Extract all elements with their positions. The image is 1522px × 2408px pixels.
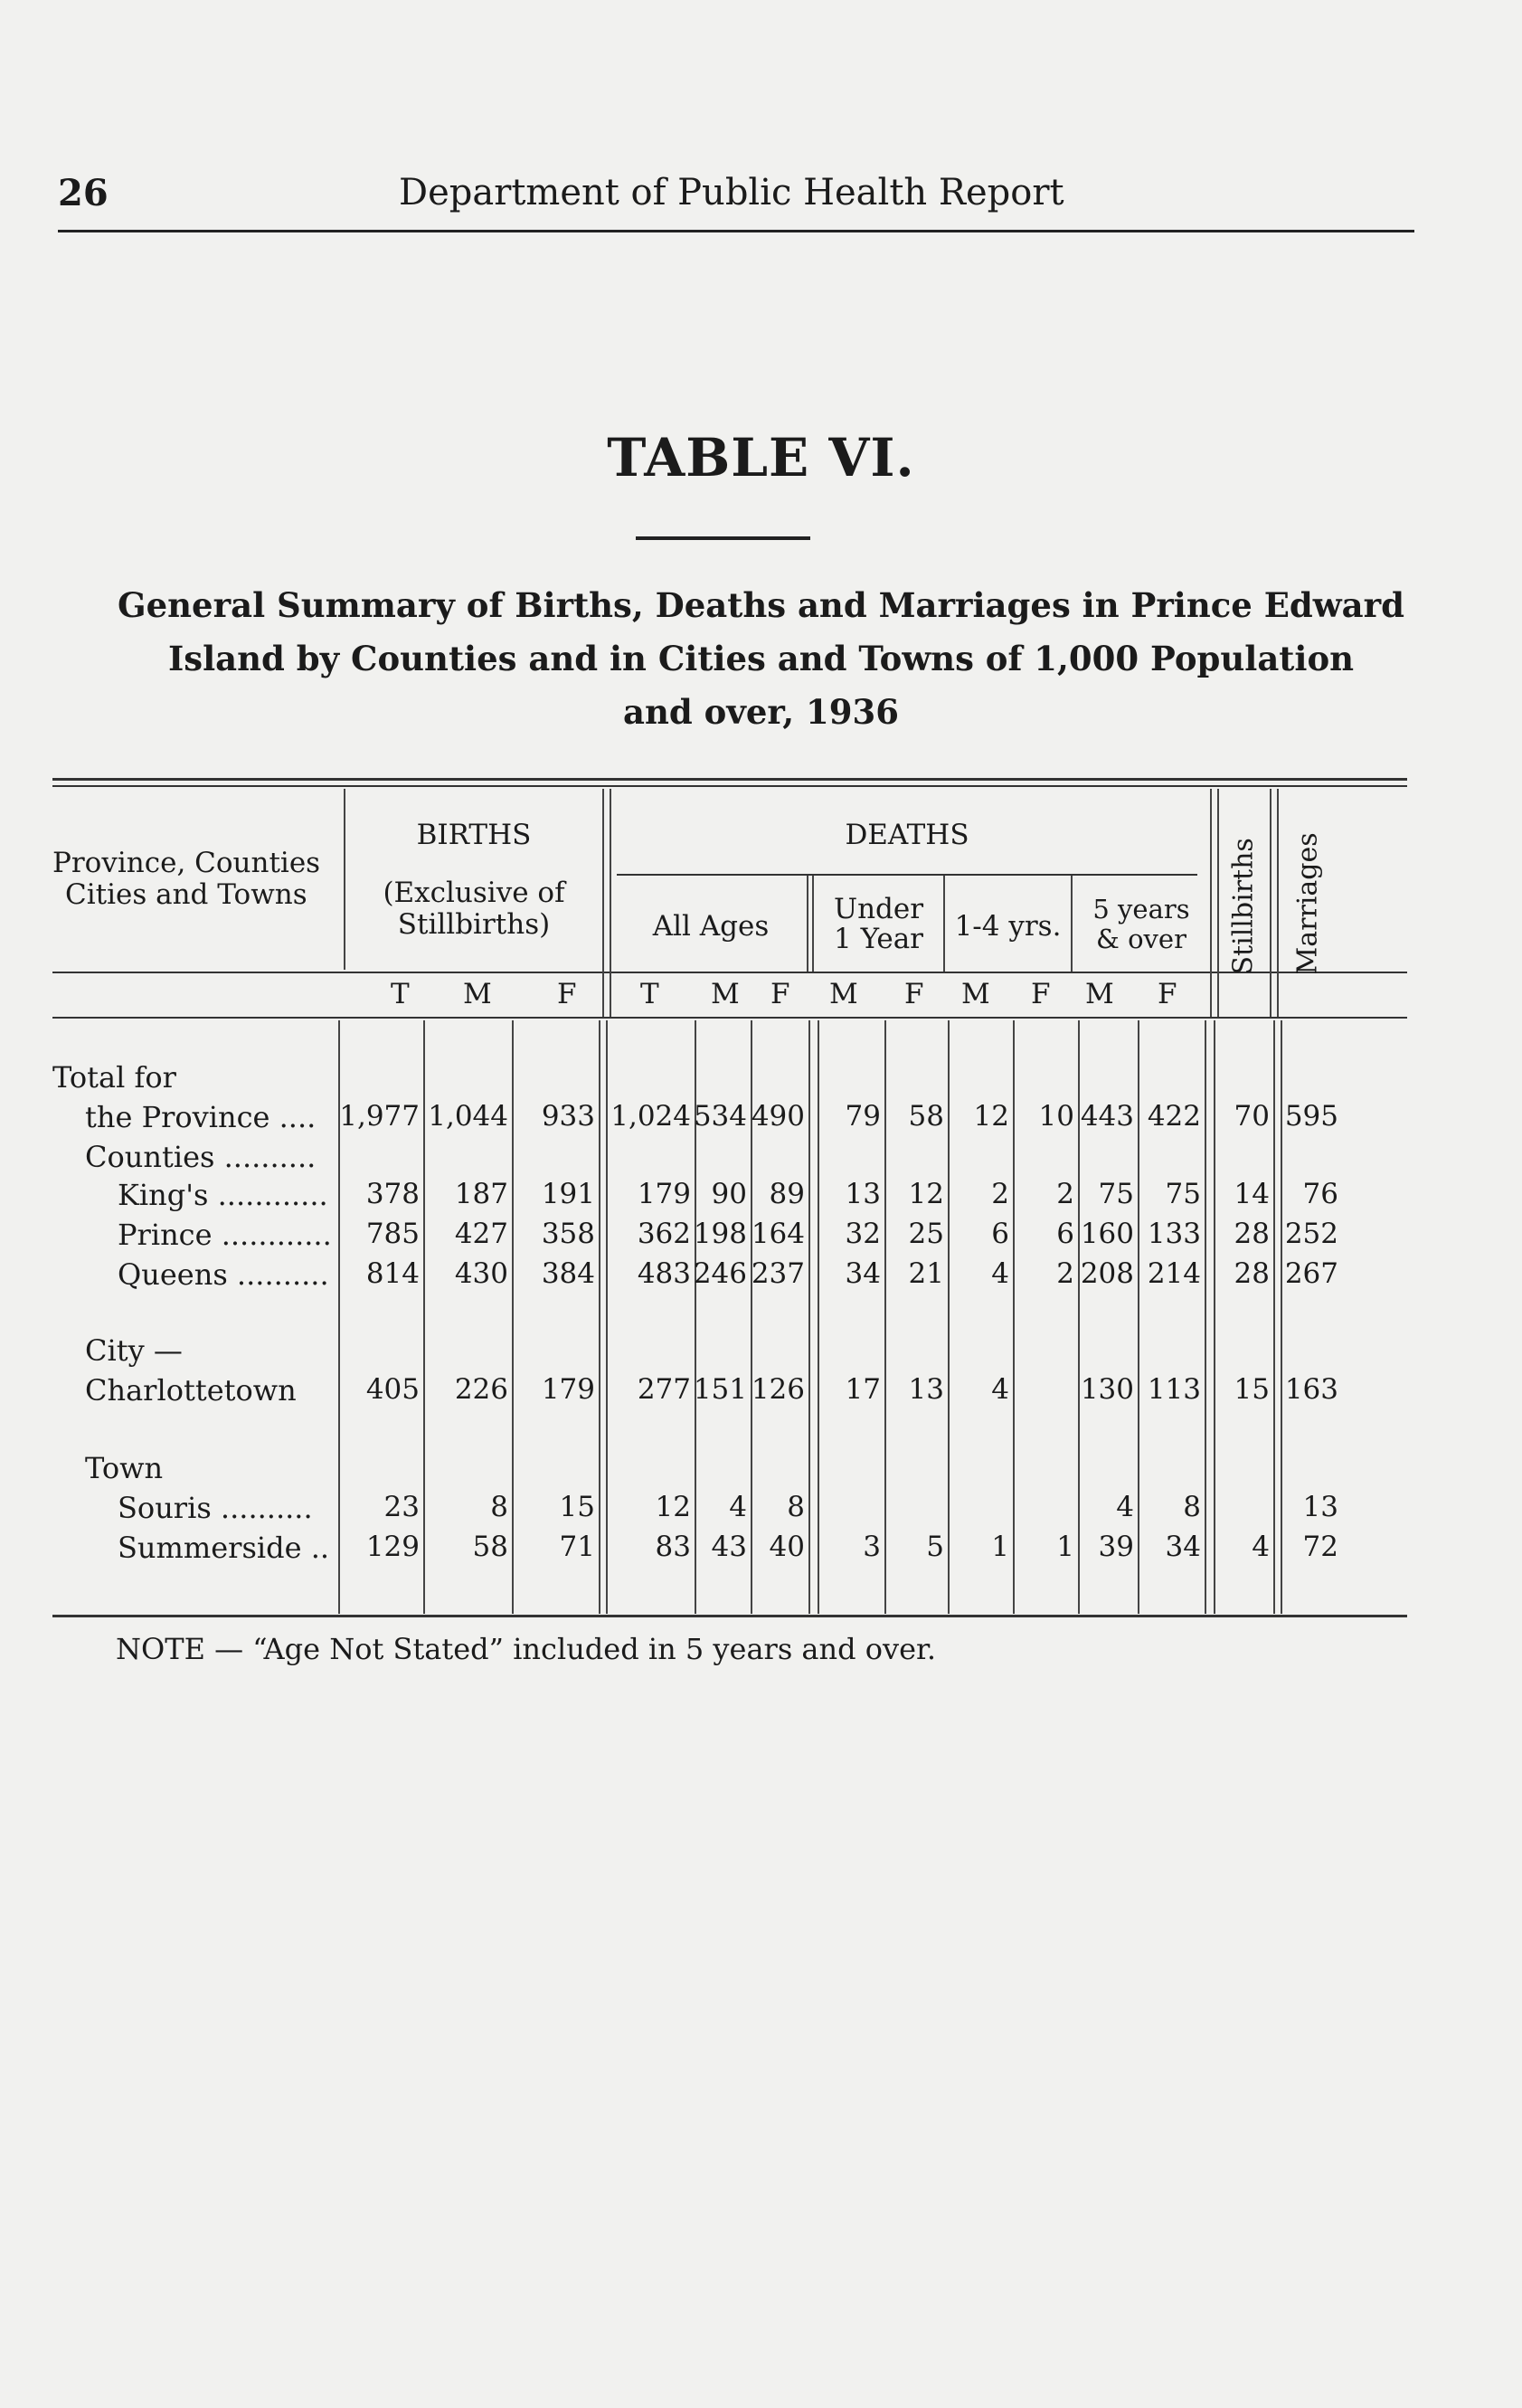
table-cell: 21: [908, 1257, 944, 1290]
table-cell: 12: [908, 1178, 944, 1210]
under-1-heading: Under: [833, 893, 924, 925]
table-cell: 483: [637, 1257, 691, 1290]
table-cell: 933: [541, 1100, 595, 1133]
table-cell: 378: [365, 1178, 420, 1210]
table-cell: 76: [1302, 1178, 1338, 1210]
table-cell: 17: [845, 1373, 881, 1406]
table-cell: 4: [991, 1373, 1009, 1406]
body-column-divider: [884, 1020, 886, 1614]
stub-label: Souris ..........: [118, 1491, 313, 1525]
table-cell: 25: [908, 1218, 944, 1250]
deaths-heading: DEATHS: [845, 819, 969, 851]
header-divider: [52, 972, 1407, 973]
table-cell: 267: [1284, 1257, 1338, 1290]
table-cell: 113: [1147, 1373, 1201, 1406]
stub-heading: Cities and Towns: [65, 878, 307, 911]
body-column-divider: [1205, 1020, 1206, 1614]
table-cell: 362: [637, 1218, 691, 1250]
column-divider: [1277, 789, 1279, 1017]
table-cell: 75: [1165, 1178, 1201, 1210]
table-cell: 40: [769, 1531, 805, 1563]
table-cell: 58: [472, 1531, 508, 1563]
table-cell: 214: [1147, 1257, 1201, 1290]
subheading-f: F: [904, 978, 924, 1010]
table-cell: 595: [1284, 1100, 1338, 1133]
body-column-divider: [1138, 1020, 1139, 1614]
table-cell: 4: [1116, 1491, 1134, 1523]
table-cell: 1,044: [428, 1100, 508, 1133]
table-cell: 15: [559, 1491, 595, 1523]
header-rule: [58, 230, 1414, 232]
page-header: [58, 172, 1414, 226]
table-subtitle: [81, 579, 1441, 739]
table-top-rule: [52, 778, 1407, 781]
table-cell: 58: [908, 1100, 944, 1133]
table-cell: 208: [1080, 1257, 1134, 1290]
table-cell: 443: [1080, 1100, 1134, 1133]
all-ages-heading: All Ages: [652, 910, 770, 943]
table-cell: 32: [845, 1218, 881, 1250]
table-cell: 28: [1234, 1218, 1270, 1250]
subheading-m: M: [829, 978, 858, 1010]
table-cell: 13: [908, 1373, 944, 1406]
subheading-f: F: [1158, 978, 1177, 1010]
subtitle-line: and over, 1936: [623, 692, 899, 732]
births-note: Stillbirths): [397, 908, 551, 941]
table-cell: 34: [1165, 1531, 1201, 1563]
table-cell: 8: [787, 1491, 805, 1523]
body-column-divider: [512, 1020, 514, 1614]
subheading-m: M: [711, 978, 740, 1010]
stub-label: the Province ....: [85, 1100, 317, 1134]
table-cell: 2: [1056, 1257, 1074, 1290]
table-cell: 226: [454, 1373, 508, 1406]
table-cell: 130: [1080, 1373, 1134, 1406]
subheading-f: F: [557, 978, 577, 1010]
running-title: Department of Public Health Report: [399, 172, 1064, 213]
column-divider: [602, 789, 604, 1017]
body-column-divider: [1273, 1020, 1275, 1614]
subheading-m: M: [961, 978, 990, 1010]
table-cell: 70: [1234, 1100, 1270, 1133]
table-cell: 252: [1284, 1218, 1338, 1250]
stub-label: Total for: [52, 1060, 176, 1095]
stillbirths-heading: Stillbirths: [1227, 838, 1260, 975]
table-cell: 2: [1056, 1178, 1074, 1210]
body-column-divider: [599, 1020, 600, 1614]
table-cell: 4: [991, 1257, 1009, 1290]
table-cell: 277: [637, 1373, 691, 1406]
table-cell: 34: [845, 1257, 881, 1290]
stub-label: City —: [85, 1333, 183, 1368]
table-cell: 430: [454, 1257, 508, 1290]
table-cell: 422: [1147, 1100, 1201, 1133]
table-cell: 191: [541, 1178, 595, 1210]
table-cell: 72: [1302, 1531, 1338, 1563]
table-cell: 71: [559, 1531, 595, 1563]
table-cell: 129: [365, 1531, 420, 1563]
table-cell: 151: [693, 1373, 747, 1406]
column-divider: [1270, 789, 1271, 1017]
stub-label: Queens ..........: [118, 1257, 329, 1292]
table-cell: 246: [693, 1257, 747, 1290]
column-divider: [610, 789, 611, 1017]
deaths-subrule: [617, 874, 1197, 876]
body-column-divider: [606, 1020, 608, 1614]
column-divider: [1210, 789, 1212, 1017]
table-cell: 6: [1056, 1218, 1074, 1250]
table-cell: 1: [991, 1531, 1009, 1563]
subheading-t: T: [640, 978, 659, 1010]
table-cell: 23: [383, 1491, 420, 1523]
table-note: NOTE — “Age Not Stated” included in 5 years and over.: [116, 1632, 936, 1666]
table-cell: 490: [751, 1100, 805, 1133]
subheading-f: F: [770, 978, 790, 1010]
subtitle-line: General Summary of Births, Deaths and Marriages in Prince Edward: [118, 585, 1404, 625]
table-cell: 198: [693, 1218, 747, 1250]
stub-heading: Province, Counties: [52, 847, 321, 879]
table-cell: 13: [1302, 1491, 1338, 1523]
table-cell: 2: [991, 1178, 1009, 1210]
table-cell: 4: [729, 1491, 747, 1523]
body-column-divider: [1078, 1020, 1080, 1614]
column-divider: [807, 876, 808, 972]
table-cell: 179: [637, 1178, 691, 1210]
table-cell: 14: [1234, 1178, 1270, 1210]
stub-label: Prince ............: [118, 1218, 332, 1252]
table-cell: 160: [1080, 1218, 1134, 1250]
table-bottom-rule: [52, 1615, 1407, 1617]
table-cell: 427: [454, 1218, 508, 1250]
age-1-4-heading: 1-4 yrs.: [954, 910, 1062, 943]
table-cell: 43: [711, 1531, 747, 1563]
column-divider: [1217, 789, 1219, 1017]
stub-label: Counties ..........: [85, 1140, 317, 1174]
table-title: TABLE VI.: [607, 427, 915, 488]
table-cell: 75: [1098, 1178, 1134, 1210]
under-1-heading: 1 Year: [834, 923, 923, 955]
body-column-divider: [808, 1020, 810, 1614]
page-number: 26: [58, 172, 109, 214]
table-cell: 1: [1056, 1531, 1074, 1563]
subheading-m: M: [1085, 978, 1114, 1010]
table-cell: 358: [541, 1218, 595, 1250]
table-cell: 163: [1284, 1373, 1338, 1406]
table-cell: 13: [845, 1178, 881, 1210]
five-over-heading: 5 years: [1092, 894, 1190, 924]
table-cell: 405: [365, 1373, 420, 1406]
table-cell: 89: [769, 1178, 805, 1210]
table-cell: 814: [365, 1257, 420, 1290]
subheading-m: M: [463, 978, 492, 1010]
table-cell: 534: [693, 1100, 747, 1133]
births-note: (Exclusive of: [383, 877, 565, 909]
table-cell: 39: [1098, 1531, 1134, 1563]
table-cell: 3: [863, 1531, 881, 1563]
table-cell: 237: [751, 1257, 805, 1290]
table-cell: 28: [1234, 1257, 1270, 1290]
table-cell: 79: [845, 1100, 881, 1133]
body-column-divider: [818, 1020, 819, 1614]
stub-label: Charlottetown: [85, 1373, 297, 1408]
table-cell: 133: [1147, 1218, 1201, 1250]
table-cell: 126: [751, 1373, 805, 1406]
table-cell: 5: [926, 1531, 944, 1563]
table-cell: 4: [1252, 1531, 1270, 1563]
table-cell: 785: [365, 1218, 420, 1250]
table-cell: 90: [711, 1178, 747, 1210]
table-cell: 12: [655, 1491, 691, 1523]
table-cell: 8: [490, 1491, 508, 1523]
subtitle-line: Island by Counties and in Cities and Towns of 1,000 Population: [167, 639, 1355, 678]
body-column-divider: [1214, 1020, 1215, 1614]
table-cell: 164: [751, 1218, 805, 1250]
table-cell: 1,024: [610, 1100, 691, 1133]
table-cell: 8: [1183, 1491, 1201, 1523]
table-cell: 15: [1234, 1373, 1270, 1406]
body-column-divider: [948, 1020, 950, 1614]
header-bottom-rule: [52, 1017, 1407, 1019]
five-over-heading: & over: [1096, 924, 1186, 954]
table-cell: 1,977: [339, 1100, 420, 1133]
table-cell: 179: [541, 1373, 595, 1406]
table-cell: 187: [454, 1178, 508, 1210]
table-cell: 6: [991, 1218, 1009, 1250]
table-cell: 12: [973, 1100, 1009, 1133]
stub-label: Summerside ..: [118, 1531, 330, 1565]
table-cell: 83: [655, 1531, 691, 1563]
table-cell: 384: [541, 1257, 595, 1290]
body-column-divider: [1281, 1020, 1282, 1614]
stub-label: King's ............: [118, 1178, 328, 1212]
table-cell: 10: [1038, 1100, 1074, 1133]
births-heading: BIRTHS: [416, 819, 532, 851]
body-column-divider: [1013, 1020, 1015, 1614]
body-column-divider: [423, 1020, 425, 1614]
table-top-rule: [52, 785, 1407, 787]
title-rule: [636, 536, 810, 540]
stub-label: Town: [85, 1451, 164, 1485]
subheading-f: F: [1031, 978, 1051, 1010]
subheading-t: T: [391, 978, 410, 1010]
marriages-heading: Marriages: [1291, 832, 1324, 975]
